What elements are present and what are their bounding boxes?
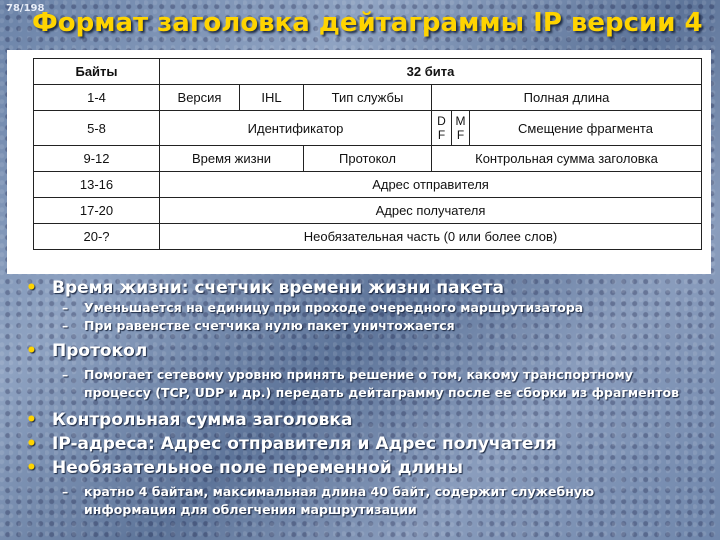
field-fragment-offset: Смещение фрагмента — [470, 111, 702, 146]
bullet-checksum — [0, 410, 720, 431]
sub-bullet — [0, 317, 720, 335]
page-number: 78/198 — [6, 3, 45, 14]
row-bytes: 17-20 — [34, 198, 160, 224]
bullet-protocol — [0, 341, 720, 362]
row-bytes: 20-? — [34, 224, 160, 250]
table-row — [34, 198, 702, 224]
field-mf-flag: M F — [452, 111, 470, 146]
bullet-marker: • — [26, 278, 37, 298]
bullet-ttl-text: Время жизни: счетчик времени жизни пакета — [52, 278, 504, 298]
bullet-checksum-text: Контрольная сумма заголовка — [52, 410, 353, 430]
sub-bullet-text: Уменьшается на единицу при проходе очередного маршрутизатора — [84, 300, 584, 315]
bullet-list — [0, 278, 720, 519]
field-destination-address: Адрес получателя — [160, 198, 702, 224]
header-format-figure — [7, 50, 711, 274]
field-ihl: IHL — [240, 85, 304, 111]
field-source-address: Адрес отправителя — [160, 172, 702, 198]
bullet-marker: • — [26, 341, 37, 361]
field-options: Необязательная часть (0 или более слов) — [160, 224, 702, 250]
dash-marker: – — [62, 300, 69, 315]
field-version: Версия — [160, 85, 240, 111]
bullet-ttl — [0, 278, 720, 299]
bullet-marker: • — [26, 434, 37, 454]
dash-marker: – — [62, 318, 69, 333]
field-ttl: Время жизни — [160, 146, 304, 172]
sub-bullet-text: Помогает сетевому уровню принять решение о том, какому транспортному процессу (TCP, UDP и др.) передать дейтаграмму после ее сборки из фрагментов — [84, 367, 680, 400]
dash-marker: – — [62, 484, 69, 499]
table-header-row — [34, 59, 702, 85]
field-df-flag: D F — [432, 111, 452, 146]
bullet-ip-addresses — [0, 434, 720, 455]
sub-bullet — [0, 483, 720, 519]
header-bits: 32 бита — [160, 59, 702, 85]
field-protocol: Протокол — [304, 146, 432, 172]
bullet-options-text: Необязательное поле переменной длины — [52, 458, 463, 478]
field-header-checksum: Контрольная сумма заголовка — [432, 146, 702, 172]
bullet-marker: • — [26, 410, 37, 430]
table-row — [34, 224, 702, 250]
field-total-length: Полная длина — [432, 85, 702, 111]
row-bytes: 1-4 — [34, 85, 160, 111]
row-bytes: 13-16 — [34, 172, 160, 198]
bullet-protocol-text: Протокол — [52, 341, 148, 361]
sub-bullet-text: кратно 4 байтам, максимальная длина 40 байт, содержит служебную информация для облегчения маршрутизации — [84, 484, 595, 517]
field-service-type: Тип службы — [304, 85, 432, 111]
sub-bullet — [0, 366, 720, 402]
bullet-marker: • — [26, 458, 37, 478]
field-identifier: Идентификатор — [160, 111, 432, 146]
sub-bullet — [0, 299, 720, 317]
row-bytes: 5-8 — [34, 111, 160, 146]
table-row — [34, 111, 702, 146]
ip-header-table — [33, 58, 702, 250]
bullet-ip-text: IP-адреса: Адрес отправителя и Адрес получателя — [52, 434, 557, 454]
header-bytes: Байты — [34, 59, 160, 85]
table-row — [34, 172, 702, 198]
slide-title: Формат заголовка дейтаграммы IP версии 4 — [32, 8, 703, 38]
sub-bullet-text: При равенстве счетчика нулю пакет уничтожается — [84, 318, 455, 333]
dash-marker: – — [62, 367, 69, 382]
row-bytes: 9-12 — [34, 146, 160, 172]
bullet-options — [0, 458, 720, 479]
table-row — [34, 146, 702, 172]
table-row — [34, 85, 702, 111]
